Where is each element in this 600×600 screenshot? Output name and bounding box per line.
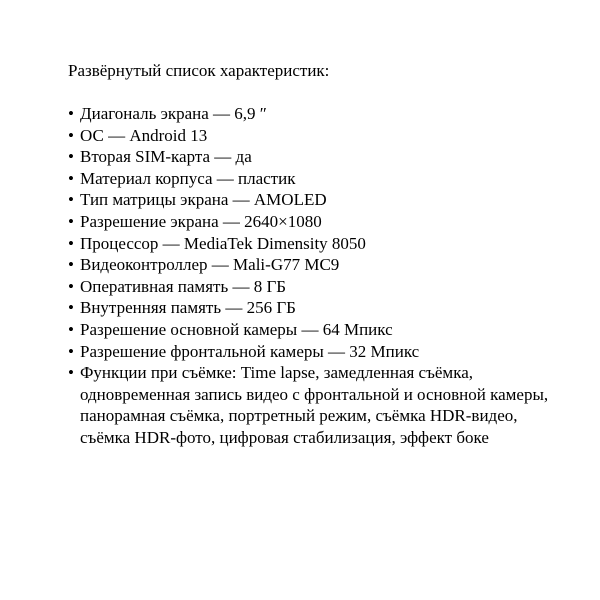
bullet: • (68, 233, 74, 253)
spec-text-line: съёмка HDR-фото, цифровая стабилизация, эффект боке (80, 427, 489, 447)
spec-text: Оперативная память — 8 ГБ (80, 276, 287, 296)
spec-item-processor (68, 233, 592, 255)
bullet: • (68, 190, 74, 210)
spec-list (68, 103, 592, 449)
spec-text: Видеоконтроллер — Mali-G77 MC9 (80, 255, 340, 275)
spec-item-second-sim (68, 146, 592, 168)
spec-item-screen-diagonal (68, 103, 592, 125)
spec-item-front-camera (68, 341, 592, 363)
spec-item-storage (68, 297, 592, 319)
spec-text: Разрешение основной камеры — 64 Мпикс (80, 319, 393, 339)
spec-item-main-camera (68, 319, 592, 341)
spec-item-matrix-type (68, 189, 592, 211)
spec-text: Внутренняя память — 256 ГБ (80, 298, 296, 318)
spec-text: ОС — Android 13 (80, 125, 208, 145)
bullet: • (68, 168, 74, 188)
spec-item-camera-features (68, 362, 600, 448)
bullet: • (68, 147, 74, 167)
bullet: • (68, 319, 74, 339)
list-heading: Развёрнутый список характеристик: (68, 61, 330, 80)
bullet: • (68, 104, 74, 123)
spec-text-line: одновременная запись видео с фронтальной и основной камеры, (80, 384, 549, 404)
bullet: • (68, 125, 74, 145)
bullet: • (68, 363, 74, 383)
spec-text: Диагональ экрана — 6,9 ″ (80, 104, 267, 123)
spec-item-gpu (68, 254, 592, 276)
bullet: • (68, 298, 74, 318)
spec-text: Вторая SIM-карта — да (80, 147, 252, 167)
bullet: • (68, 255, 74, 275)
bullet: • (68, 276, 74, 296)
spec-text: Разрешение экрана — 2640×1080 (80, 211, 322, 231)
spec-text-line: Функции при съёмке: Time lapse, замедленная съёмка, (80, 363, 473, 383)
spec-text: Тип матрицы экрана — AMOLED (80, 190, 327, 210)
spec-item-screen-resolution (68, 211, 592, 233)
spec-item-os (68, 125, 592, 147)
spec-item-body-material (68, 168, 592, 190)
spec-text: Процессор — MediaTek Dimensity 8050 (80, 233, 366, 253)
spec-item-ram (68, 276, 592, 298)
spec-text-line: панорамная съёмка, портретный режим, съёмка HDR-видео, (80, 406, 518, 426)
spec-text: Разрешение фронтальной камеры — 32 Мпикс (80, 341, 420, 361)
bullet: • (68, 211, 74, 231)
spec-text: Материал корпуса — пластик (80, 168, 296, 188)
bullet: • (68, 341, 74, 361)
